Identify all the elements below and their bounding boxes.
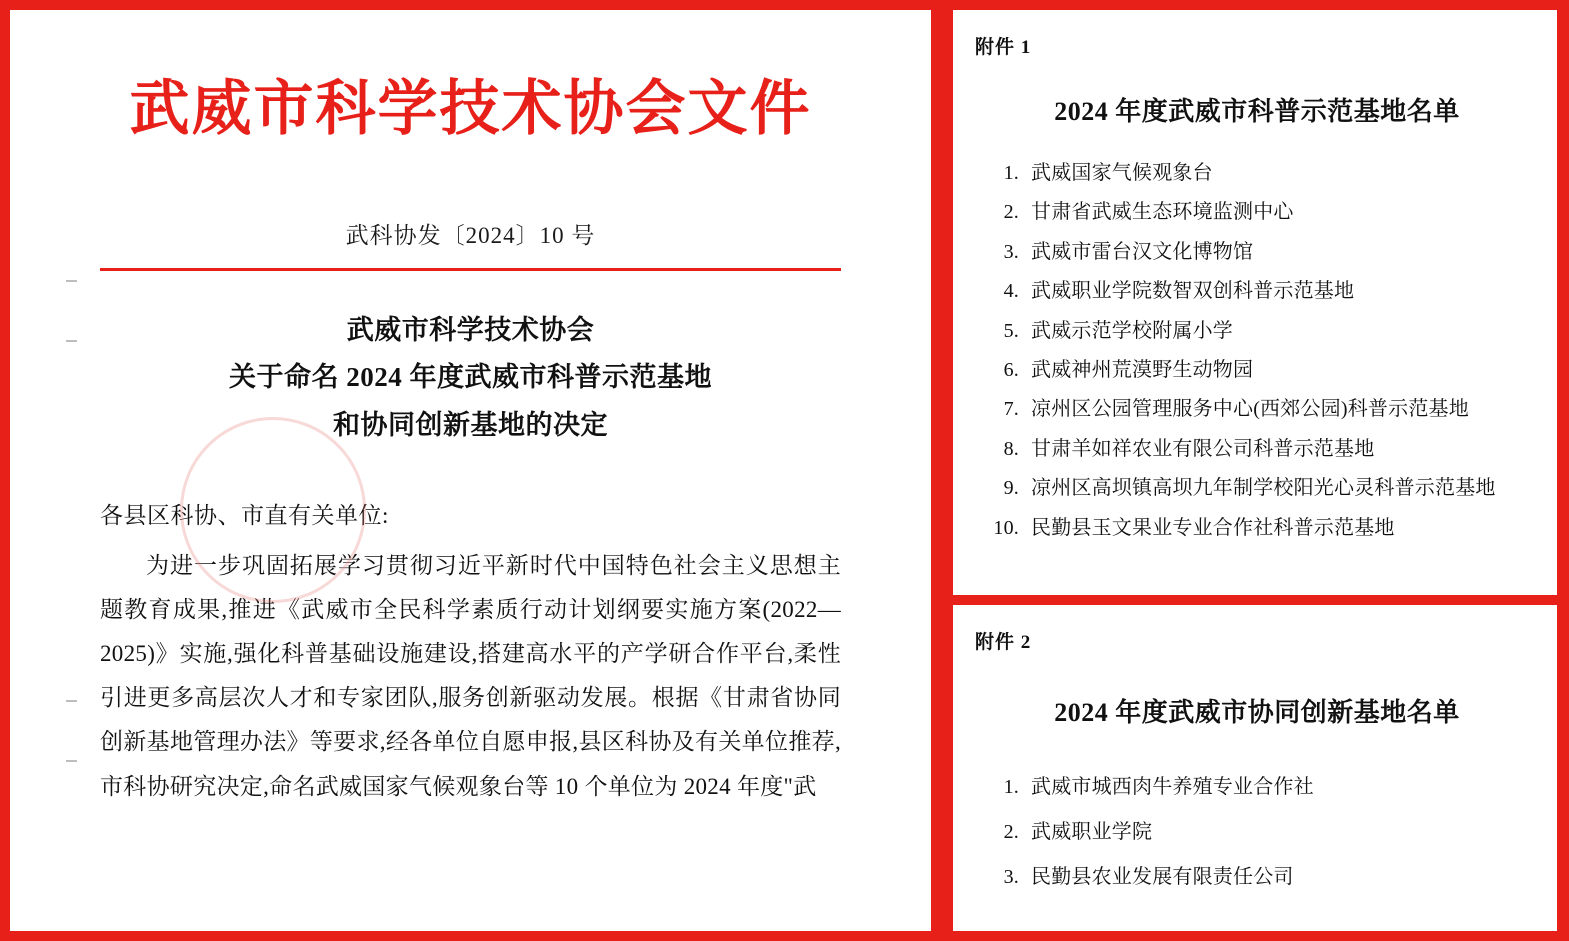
document-heading: [100, 307, 841, 449]
list-item: [975, 765, 1539, 810]
document-org-title: 武威市科学技术协会文件: [129, 76, 812, 142]
attachment-2-page: [953, 605, 1557, 931]
document-body-text: 为进一步巩固拓展学习贯彻习近平新时代中国特色社会主义思想主题教育成果,推进《武威市全民科学素质行动计划纲要实施方案(2022—2025)》实施,强化科普基础设施建设,搭建高水平的产学研合作平台,柔性引进更多高层次人才和专家团队,服务创新驱动发展。根据《甘肃省协同创新基地管理办法》等要求,经各单位自愿申报,县区科协及有关单位推荐,市科协研究决定,命名武威国家气候观象台等 10 个单位为 2024 年度"武: [100, 552, 841, 799]
list-item-label: 甘肃省武威生态环境监测中心: [1031, 201, 1294, 224]
list-item: [975, 272, 1539, 311]
attachment-1-label: 附件 1: [975, 37, 1032, 58]
list-item-number: 1.: [1003, 776, 1019, 798]
margin-tick-mark: [66, 280, 77, 282]
list-item: [975, 430, 1539, 469]
document-number: 武科协发〔2024〕10 号: [345, 223, 596, 248]
attachment-2-label: 附件 2: [975, 632, 1032, 653]
list-item: [975, 390, 1539, 429]
list-item-label: 武威市城西肉牛养殖专业合作社: [1031, 776, 1314, 798]
list-item: [975, 233, 1539, 272]
list-item-label: 民勤县玉文果业专业合作社科普示范基地: [1031, 516, 1395, 539]
list-item-number: 2.: [1003, 821, 1019, 843]
main-document-content: [10, 72, 931, 931]
list-item-number: 8.: [1003, 437, 1019, 460]
list-item: [975, 469, 1539, 508]
document-heading-line-3: 和协同创新基地的决定: [333, 409, 608, 440]
margin-tick-mark: [66, 700, 77, 702]
list-item-number: 9.: [1003, 477, 1019, 500]
list-item: [975, 509, 1539, 548]
attachment-1-title: 2024 年度武威市科普示范基地名单: [1054, 97, 1460, 126]
list-item: [975, 855, 1539, 900]
list-item-label: 民勤县农业发展有限责任公司: [1031, 866, 1294, 888]
list-item-label: 凉州区高坝镇高坝九年制学校阳光心灵科普示范基地: [1031, 477, 1496, 500]
attachments-column: [941, 0, 1569, 941]
list-item-label: 武威职业学院数智双创科普示范基地: [1031, 280, 1355, 303]
list-item: [975, 154, 1539, 193]
list-item-number: 2.: [1003, 201, 1019, 224]
attachment-1-page: [953, 10, 1557, 595]
margin-tick-mark: [66, 760, 77, 762]
list-item-label: 武威示范学校附属小学: [1031, 319, 1233, 342]
list-item-number: 7.: [1003, 398, 1019, 421]
attachment-1-list: [975, 154, 1539, 548]
main-document-page: [10, 10, 931, 931]
document-heading-line-1: 武威市科学技术协会: [346, 315, 595, 345]
list-item-number: 3.: [1003, 240, 1019, 263]
attachment-2-list: [975, 765, 1539, 900]
list-item-label: 武威国家气候观象台: [1031, 162, 1213, 184]
list-item-label: 凉州区公园管理服务中心(西郊公园)科普示范基地: [1031, 398, 1469, 421]
list-item-label: 武威神州荒漠野生动物园: [1031, 358, 1254, 381]
list-item-label: 武威职业学院: [1031, 821, 1153, 843]
list-item-number: 1.: [1003, 162, 1019, 184]
red-divider-rule: [100, 268, 841, 271]
list-item: [975, 351, 1539, 390]
list-item: [975, 193, 1539, 232]
list-item-label: 甘肃羊如祥农业有限公司科普示范基地: [1031, 437, 1375, 460]
list-item-number: 3.: [1003, 866, 1019, 888]
document-salutation: 各县区科协、市直有关单位:: [100, 502, 389, 528]
list-item: [975, 810, 1539, 855]
document-heading-line-2: 关于命名 2024 年度武威市科普示范基地: [229, 362, 712, 393]
list-item-number: 4.: [1003, 280, 1019, 303]
attachment-2-title: 2024 年度武威市协同创新基地名单: [1054, 698, 1460, 727]
list-item-label: 武威市雷台汉文化博物馆: [1031, 240, 1254, 263]
list-item-number: 10.: [993, 516, 1019, 539]
margin-tick-mark: [66, 340, 77, 342]
list-item-number: 6.: [1003, 358, 1019, 381]
list-item-number: 5.: [1003, 319, 1019, 342]
list-item: [975, 312, 1539, 351]
